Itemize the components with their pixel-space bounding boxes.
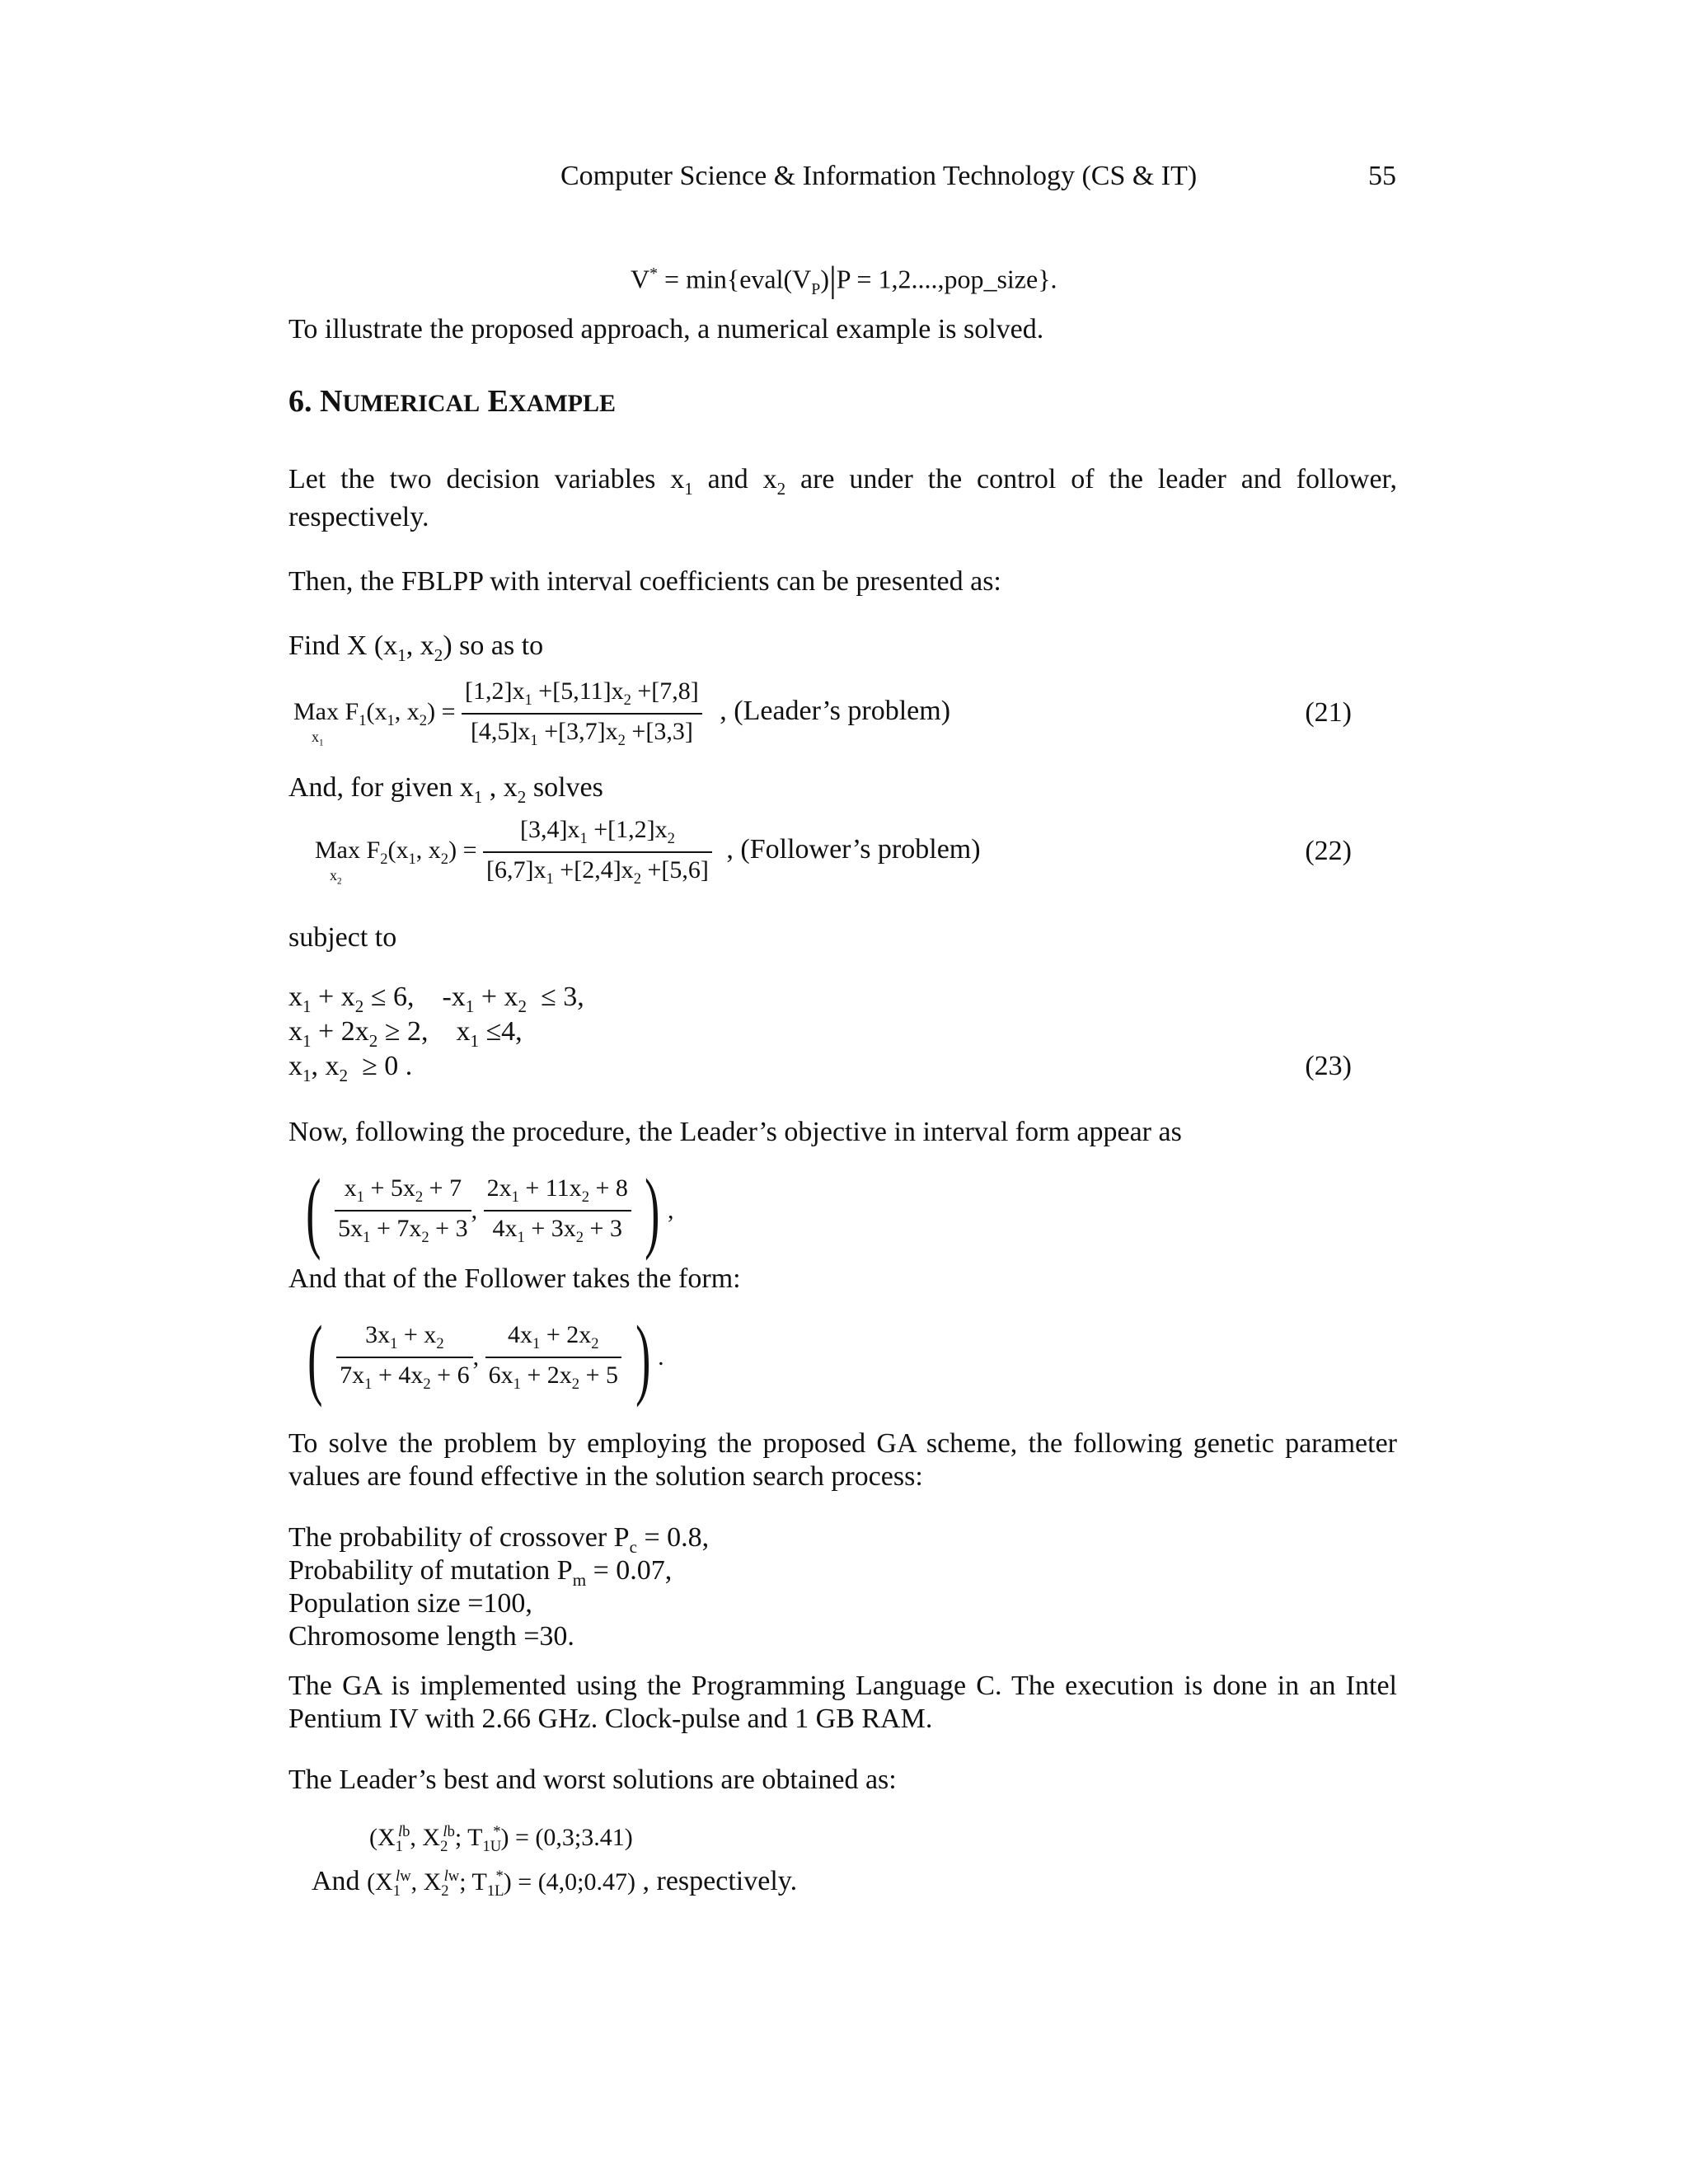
impl-line1: The GA is implemented using the Programming Language C. The execution is done in an Intel <box>288 1671 1397 1701</box>
solve-line2: values are found effective in the solution search process: <box>288 1461 923 1492</box>
leader-fraction: $\frac{[1,2]x_1 +[5,11]x_2 +[7,8]}{[4,5]x_1 +[3,7]x_2 +[3,3]}$ <box>462 677 702 750</box>
leader-interval-form: ( $\frac{x_1 + 5x_2 + 7}{5x_1 + 7x_2 + 3}$ , $\frac{2x_1 + 11x_2 + 8}{4x_1 + 3x_2 + 3}$ ) , <box>306 1160 674 1261</box>
page-number: 55 <box>1368 161 1396 191</box>
param-chromosome: Chromosome length =30. <box>288 1621 574 1652</box>
param-crossover: The probability of crossover $P_c = 0.8$, <box>288 1522 710 1557</box>
param-mutation: Probability of mutation $P_m = 0.07$, <box>288 1555 673 1590</box>
left-paren-2: ( <box>307 1307 323 1408</box>
intro-sentence: To illustrate the proposed approach, a numerical example is solved. <box>288 314 1044 344</box>
eq-number-22: (22) <box>1305 836 1352 866</box>
follower-fraction: $\frac{[3,4]x_1 +[1,2]x_2}{[6,7]x_1 +[2,4]x_2 +[5,6]}$ <box>483 816 712 888</box>
eq-number-23: (23) <box>1305 1051 1352 1081</box>
solve-line1: To solve the problem by employing the proposed GA scheme, the following genetic parameter <box>288 1428 1397 1459</box>
max-sub-x1: $x_1$ <box>312 729 324 748</box>
para-decision-variables-line2: respectively. <box>288 502 429 532</box>
eq-number-21: (21) <box>1305 697 1352 728</box>
journal-name: Computer Science & Information Technology (CS & IT) <box>560 161 1198 191</box>
running-header <box>560 158 1197 194</box>
constraint-3: $x_1$, $x_2 \ge 0$ . <box>288 1051 413 1085</box>
max-sub-x2: $x_2$ <box>330 867 342 887</box>
subject-to: subject to <box>288 922 397 953</box>
left-paren: ( <box>306 1160 321 1261</box>
follower-lower-fraction: $\frac{3x_1 + x_2}{7x_1 + 4x_2 + 6}$ <box>336 1321 472 1394</box>
given-statement: And, for given $x_1$ , $x_2$ solves <box>288 772 603 807</box>
now-sentence: Now, following the procedure, the Leader’s objective in interval form appear as <box>288 1117 1182 1147</box>
param-population: Population size =100, <box>288 1588 532 1619</box>
find-statement: Find X ($x_1$, $x_2$) so as to <box>288 630 544 665</box>
follower-upper-fraction: $\frac{4x_1 + 2x_2}{6x_1 + 2x_2 + 5}$ <box>485 1321 621 1394</box>
leader-lower-fraction: $\frac{x_1 + 5x_2 + 7}{5x_1 + 7x_2 + 3}$ <box>335 1174 471 1247</box>
section-heading: 6. NUMERICAL EXAMPLE <box>288 384 616 419</box>
follower-label: , (Follower’s problem) <box>726 833 981 865</box>
worst-solution: And ($X_1^{lw}$, $X_2^{lw}$; $T_{1L}^*$) = (4,0;0.47) , respectively. <box>312 1866 798 1900</box>
best-intro: The Leader’s best and worst solutions are obtained as: <box>288 1765 897 1795</box>
vstar-formula: $V^* = \min\{eval(V_P)|P$ = 1,2....,pop_size}. <box>631 259 1057 300</box>
right-paren-2: ) <box>635 1307 650 1408</box>
impl-line2: Pentium IV with 2.66 GHz. Clock-pulse and 1 GB RAM. <box>288 1704 933 1734</box>
best-solution: ($X_1^{lb}$, $X_2^{lb}$; $T_{1U}^*$) = (0,3;3.41) <box>369 1823 633 1855</box>
leader-label: , (Leader’s problem) <box>720 695 951 726</box>
right-paren: ) <box>645 1160 660 1261</box>
equation-21: Max $F_1(x_1$, $x_2$) = $\frac{[1,2]x_1 +[5,11]x_2 +[7,8]}{[4,5]x_1 +[3,7]x_2 +[3,3]}$ , (Leader’s problem) <box>293 677 951 749</box>
equation-22: Max $F_2(x_1$, $x_2$) = $\frac{[3,4]x_1 +[1,2]x_2}{[6,7]x_1 +[2,4]x_2 +[5,6]}$ , (Follower’s problem) <box>315 816 981 888</box>
follower-interval-form: ( $\frac{3x_1 + x_2}{7x_1 + 4x_2 + 6}$ , $\frac{4x_1 + 2x_2}{6x_1 + 2x_2 + 5}$ ) . <box>307 1307 664 1408</box>
follower-intro: And that of the Follower takes the form: <box>288 1263 741 1294</box>
para-fblpp: Then, the FBLPP with interval coefficients can be presented as: <box>288 566 1001 597</box>
constraint-1: $x_1 + x_2 \le 6$, $-x_1 + x_2 \le 3$, <box>288 982 584 1016</box>
leader-upper-fraction: $\frac{2x_1 + 11x_2 + 8}{4x_1 + 3x_2 + 3}$ <box>484 1174 631 1247</box>
constraint-2: $x_1 + 2x_2 \ge 2$, $x_1 \le 4$, <box>288 1016 523 1051</box>
para-decision-variables: Let the two decision variables $x_1$ and $x_2$ are under the control of the leader and follower, <box>288 464 1397 499</box>
